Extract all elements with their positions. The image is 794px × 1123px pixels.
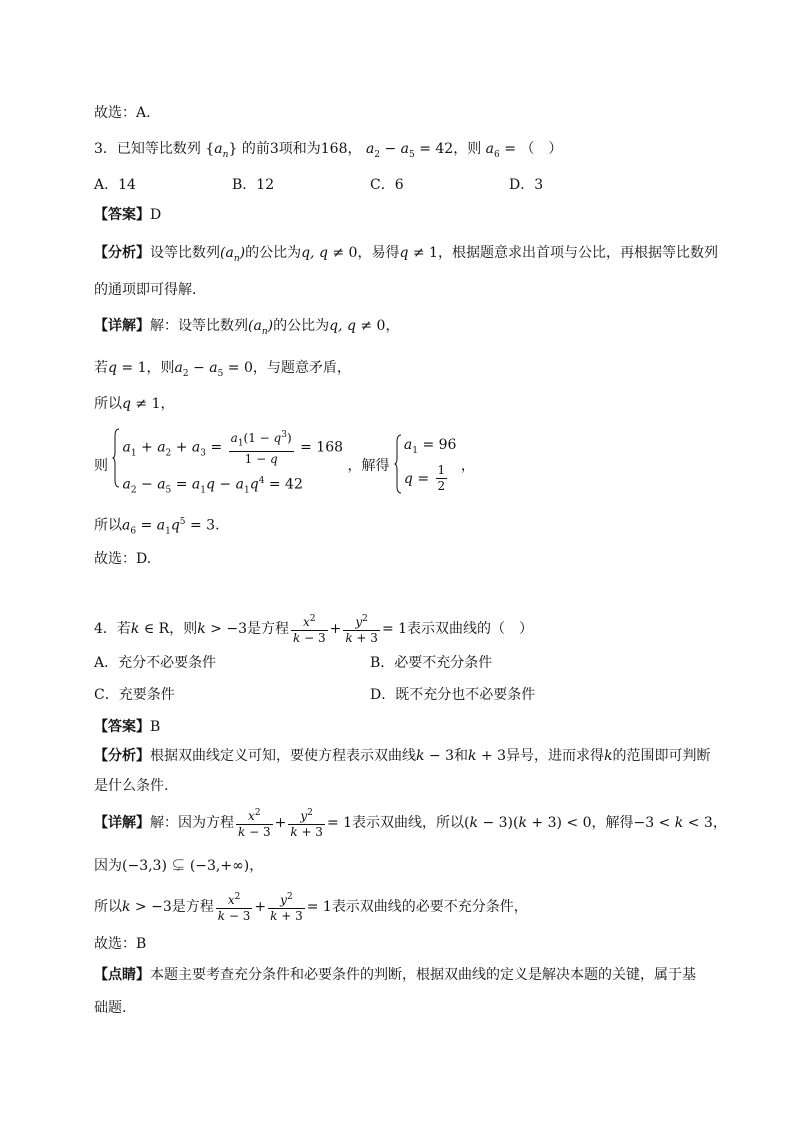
q4-answer: 【答案】B xyxy=(94,719,161,735)
q3-analysis-line2: 的通项即可得解. xyxy=(94,282,197,298)
q3-option-c[interactable]: C．6 xyxy=(370,177,404,193)
q4-option-d[interactable]: D．既不充分也不必要条件 xyxy=(370,687,536,703)
q4-select: 故选：B xyxy=(94,936,147,952)
q3-stem: 3．已知等比数列 $\{a_n\}$ 的前3项和为168， $a_2 - a_5 = 42$，则 $a_6$ = （ ） xyxy=(94,141,563,160)
q4-option-b[interactable]: B．必要不充分条件 xyxy=(370,655,493,671)
q3-option-b[interactable]: B．12 xyxy=(232,177,275,193)
q4-detail-line1: 【详解】解：因为方程 $\frac{x^2}{k - 3}$ + $\frac{y^2}{k + 3}$ = 1表示双曲线，所以(k − 3)(k + 3) < 0，解得−3 < k < 3， xyxy=(94,808,727,839)
math-seq-an: $\{a_n\}$ xyxy=(205,141,238,160)
q4-comment-line2: 础题. xyxy=(94,1000,127,1016)
q4-analysis-line2: 是什么条件. xyxy=(94,778,169,794)
q3-detail-line3: 所以q ≠ 1， xyxy=(94,396,175,412)
left-brace-icon xyxy=(394,434,402,494)
q3-answer: 【答案】D xyxy=(94,207,162,223)
q3-option-d[interactable]: D．3 xyxy=(509,177,544,193)
q4-option-a[interactable]: A．充分不必要条件 xyxy=(94,655,217,671)
q4-comment-line1: 【点睛】本题主要考查充分条件和必要条件的判断，根据双曲线的定义是解决本题的关键，属于基 xyxy=(94,967,696,983)
q4-analysis-line1: 【分析】根据双曲线定义可知，要使方程表示双曲线k − 3和k + 3异号，进而求得k的范围即可判断 xyxy=(94,748,711,764)
q4-stem: 4．若k ∈ R，则k > −3是方程 $\frac{x^2}{k - 3}$ + $\frac{y^2}{k + 3}$ = 1表示双曲线的（ ） xyxy=(94,614,534,645)
q4-option-c[interactable]: C．充要条件 xyxy=(94,687,175,703)
system-right: $a_1 = 96$ q = $\frac{1}{2}$ xyxy=(394,434,457,496)
prev-select-line: 故选：A. xyxy=(94,105,151,121)
q3-analysis-line1: 【分析】设等比数列$(a_n)$的公比为q, q ≠ 0，易得q ≠ 1，根据题意求出首项与公比，再根据等比数列 xyxy=(94,245,718,264)
math-a2-minus-a5: $a_2 - a_5$ xyxy=(365,141,415,160)
q3-detail-line2: 若q = 1，则$a_2 - a_5 = 0$，与题意矛盾， xyxy=(94,360,351,379)
q3-option-a[interactable]: A．14 xyxy=(94,177,136,193)
left-brace-icon xyxy=(112,428,120,488)
q3-equation-system: 则 $a_1 + a_2 + a_3$ = $\frac{a_1(1 - q^3)}{1 - q}$ = 168 $a_2 - a_5 = a_1q - a_1q^4 = 42$ ，解得 $a_1 = 96$ q = $\frac{1}{2}$ ， xyxy=(94,428,475,502)
q4-detail-line3: 所以k > −3是方程 $\frac{x^2}{k - 3}$ + $\frac{y^2}{k + 3}$ = 1表示双曲线的必要不充分条件， xyxy=(94,892,528,923)
q3-detail-result: 所以$a_6 = a_1q^5 = 3$. xyxy=(94,517,220,537)
q3-select: 故选：D. xyxy=(94,551,152,567)
q4-detail-line2: 因为(−3,3) ⊊ (−3,+∞)， xyxy=(94,858,264,874)
math-a6: $a_6$ xyxy=(485,141,500,160)
q3-detail-line1: 【详解】解：设等比数列$(a_n)$的公比为q, q ≠ 0， xyxy=(94,318,400,337)
system-left: $a_1 + a_2 + a_3$ = $\frac{a_1(1 - q^3)}{1 - q}$ = 168 $a_2 - a_5 = a_1q - a_1q^4 = 42$ xyxy=(112,428,343,502)
